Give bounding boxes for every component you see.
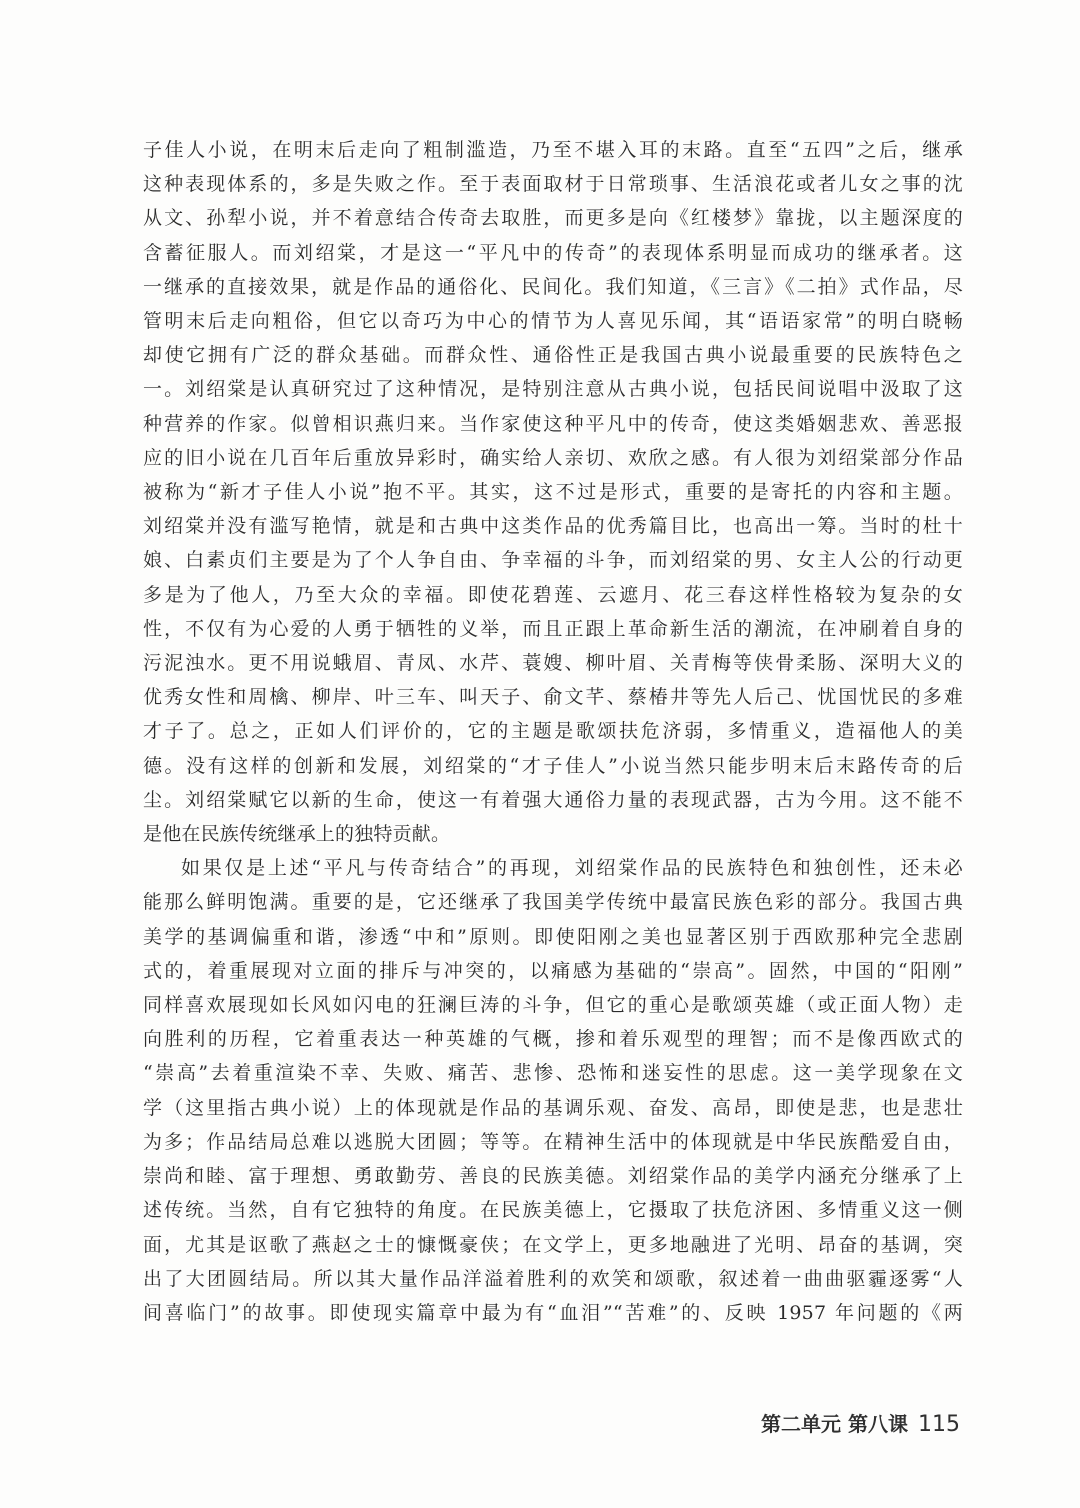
page-footer bbox=[0, 1408, 960, 1437]
text-line: 含蓄征服人。而刘绍棠，才是这一“平凡中的传奇”的表现体系明显而成功的继承者。这 bbox=[143, 241, 963, 264]
text-line: 被称为“新才子佳人小说”抱不平。其实，这不过是形式，重要的是寄托的内容和主题。 bbox=[143, 481, 963, 504]
text-line: 这种表现体系的，多是失败之作。至于表面取材于日常琐事、生活浪花或者儿女之事的沈 bbox=[143, 173, 963, 196]
text-line: 为多；作品结局总难以逃脱大团圆；等等。在精神生活中的体现就是中华民族酷爱自由， bbox=[143, 1130, 963, 1153]
paragraph-1 bbox=[143, 133, 963, 851]
text-line: 是他在民族传统继承上的独特贡献。 bbox=[143, 823, 451, 846]
text-line: 应的旧小说在几百年后重放异彩时，确实给人亲切、欢欣之感。有人很为刘绍棠部分作品 bbox=[143, 446, 963, 469]
paragraph-2 bbox=[143, 851, 963, 1330]
body-text bbox=[143, 133, 963, 1330]
text-line: 面，尤其是讴歌了燕赵之士的慷慨豪侠；在文学上，更多地融进了光明、昂奋的基调，突 bbox=[143, 1233, 963, 1256]
text-line: 刘绍棠并没有滥写艳情，就是和古典中这类作品的优秀篇目比，也高出一筹。当时的杜十 bbox=[143, 515, 963, 538]
text-line: 如果仅是上述“平凡与传奇结合”的再现，刘绍棠作品的民族特色和独创性，还未必 bbox=[181, 857, 963, 880]
text-line: 娘、白素贞们主要是为了个人争自由、争幸福的斗争，而刘绍棠的男、女主人公的行动更 bbox=[143, 549, 963, 572]
text-line: 一继承的直接效果，就是作品的通俗化、民间化。我们知道，《三言》《二拍》式作品，尽 bbox=[143, 275, 963, 298]
text-line: 述传统。当然，自有它独特的角度。在民族美德上，它摄取了扶危济困、多情重义这一侧 bbox=[143, 1199, 963, 1222]
text-line: 种营养的作家。似曾相识燕归来。当作家使这种平凡中的传奇，使这类婚姻悲欢、善恶报 bbox=[143, 412, 963, 435]
text-line: 才子了。总之，正如人们评价的，它的主题是歌颂扶危济弱，多情重义，造福他人的美 bbox=[143, 720, 963, 743]
page-number: 115 bbox=[918, 1412, 960, 1437]
text-line: 性，不仅有为心爱的人勇于牺牲的义举，而且正跟上革命新生活的潮流，在冲刷着自身的 bbox=[143, 617, 963, 640]
text-line: 污泥浊水。更不用说蛾眉、青凤、水芹、蓑嫂、柳叶眉、关青梅等侠骨柔肠、深明大义的 bbox=[143, 652, 963, 675]
text-line: 德。没有这样的创新和发展，刘绍棠的“才子佳人”小说当然只能步明末后末路传奇的后 bbox=[143, 754, 963, 777]
text-line: 多是为了他人，乃至大众的幸福。即使花碧莲、云遮月、花三春这样性格较为复杂的女 bbox=[143, 583, 963, 606]
text-line: 从文、孙犁小说，并不着意结合传奇去取胜，而更多是向《红楼梦》靠拢，以主题深度的 bbox=[143, 207, 963, 230]
text-line: 出了大团圆结局。所以其大量作品洋溢着胜利的欢笑和颂歌，叙述着一曲曲驱霾逐雾“人 bbox=[143, 1267, 963, 1290]
text-line: 间喜临门”的故事。即使现实篇章中最为有“血泪”“苦难”的、反映 1957 年问题的《两 bbox=[143, 1301, 963, 1324]
text-line: 美学的基调偏重和谐，渗透“中和”原则。即使阳刚之美也显著区别于西欧那种完全悲剧 bbox=[143, 925, 963, 948]
text-line: “崇高”去着重渲染不幸、失败、痛苦、悲惨、恐怖和迷妄性的思虑。这一美学现象在文 bbox=[143, 1062, 963, 1085]
text-line: 优秀女性和周檎、柳岸、叶三车、叫天子、俞文芊、蔡椿井等先人后己、忧国忧民的多难 bbox=[143, 686, 963, 709]
text-line: 尘。刘绍棠赋它以新的生命，使这一有着强大通俗力量的表现武器，古为今用。这不能不 bbox=[143, 788, 963, 811]
unit-lesson-label: 第二单元 第八课 bbox=[761, 1412, 908, 1436]
text-line: 子佳人小说，在明末后走向了粗制滥造，乃至不堪入耳的末路。直至“五四”之后，继承 bbox=[143, 139, 963, 161]
text-line: 向胜利的历程，它着重表达一种英雄的气概，掺和着乐观型的理智；而不是像西欧式的 bbox=[143, 1028, 963, 1051]
text-line: 却使它拥有广泛的群众基础。而群众性、通俗性正是我国古典小说最重要的民族特色之 bbox=[143, 344, 963, 367]
text-line: 式的，着重展现对立面的排斥与冲突的，以痛感为基础的“崇高”。固然，中国的“阳刚” bbox=[143, 959, 963, 982]
text-line: 崇尚和睦、富于理想、勇敢勤劳、善良的民族美德。刘绍棠作品的美学内涵充分继承了上 bbox=[143, 1165, 963, 1188]
text-line: 一。刘绍棠是认真研究过了这种情况，是特别注意从古典小说，包括民间说唱中汲取了这 bbox=[143, 378, 963, 401]
text-line: 同样喜欢展现如长风如闪电的狂澜巨涛的斗争，但它的重心是歌颂英雄（或正面人物）走 bbox=[143, 994, 963, 1017]
text-line: 管明末后走向粗俗，但它以奇巧为中心的情节为人喜见乐闻，其“语语家常”的明白晓畅 bbox=[143, 310, 963, 333]
text-line: 能那么鲜明饱满。重要的是，它还继承了我国美学传统中最富民族色彩的部分。我国古典 bbox=[143, 891, 963, 914]
text-line: 学（这里指古典小说）上的体现就是作品的基调乐观、奋发、高昂，即使是悲，也是悲壮 bbox=[143, 1096, 963, 1119]
